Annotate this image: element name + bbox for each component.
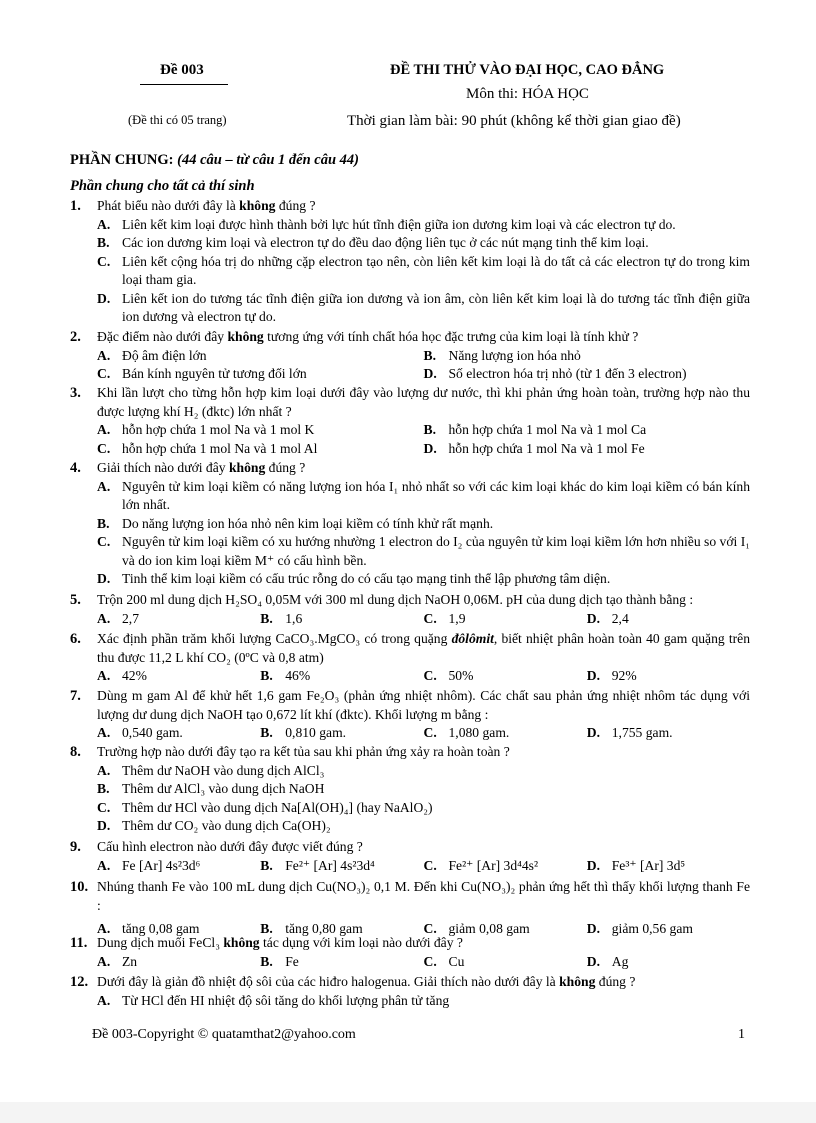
exam-title: ĐỀ THI THỬ VÀO ĐẠI HỌC, CAO ĐẲNG [390,62,665,78]
option-b: B. Do năng lượng ion hóa nhỏ nên kim loại kiềm có tính khử rất mạnh. [97,515,494,531]
option-a: A. 0,540 gam. [97,725,183,740]
section-note: (44 câu – từ câu 1 đến câu 44) [177,152,360,168]
question-7: 7. Dùng m gam Al để khử hết 1,6 gam Fe₂O₃ (phản ứng nhiệt nhôm). Các chất sau phản ứng nhiệt nhôm tác dụng với lượng dư dung dịch NaOH tạo 0,672 lít khí (đktc). Khối lượng m bằng : A. 0,540 gam. B. 0,810 gam. C. 1,080 gam. D. 1,755 gam. [70,687,750,743]
emphasis-word: không [228,460,266,475]
option-b: B. Fe²⁺ [Ar] 4s²3d⁴ [260,857,375,873]
question-12: 12. Dưới đây là giản đồ nhiệt độ sôi của các hiđro halogenua. Giải thích nào dưới đây là không đúng ? A. Từ HCl đến HI nhiệt độ sôi tăng do khối lượng phân tử tăng [70,973,750,1010]
option-c: C. 50% [423,668,474,683]
emphasis-word: không [559,974,596,989]
option-c: C. Fe²⁺ [Ar] 3d⁴4s² [423,857,539,873]
option-b: B. 1,6 [260,610,303,626]
option-a: A. tăng 0,08 gam [97,921,200,936]
emphasis-word: không [239,198,276,213]
question-4: 4. Giải thích nào dưới đây không đúng ? A. Nguyên tử kim loại kiềm có năng lượng ion hóa I₁ nhỏ nhất so với các kim loại khác do kim loại kiềm có bán kính lớn nhất. B. Do năng lượng ion hóa nhỏ nên kim loại kiềm có tính khử rất mạnh. C. Nguyên tử kim loại kiềm có xu hướng nhường 1 electron do I₂ của nguyên tử kim loại kiềm lớn hơn nhiều so với I₁ và do ion kim loại kiềm M⁺ có cấu hình bền. D. Tinh thể kim loại kiềm có cấu trúc rỗng do có cấu tạo mạng tinh thể lập phương tâm diện. [70,459,750,589]
question-1 [70,197,750,327]
emphasis-word: không [227,329,264,344]
section-heading [70,152,359,169]
option-d: D. Fe³⁺ [Ar] 3d⁵ [586,857,686,873]
option-a: A. Zn [97,953,138,969]
option-b: B. 46% [260,668,311,683]
option-b: B. Năng lượng ion hóa nhỏ [423,347,581,363]
option-b: B. Fe [260,953,299,969]
section-subtitle: Phần chung cho tất cả thí sinh [70,178,255,194]
option-a: A. Thêm dư NaOH vào dung dịch AlCl₃ [97,762,325,778]
option-c: C. 1,080 gam. [423,725,510,740]
option-d: D. Thêm dư CO₂ vào dung dịch Ca(OH)₂ [97,818,331,833]
option-d: D. giảm 0,56 gam [586,921,693,936]
question-9: 9. Cấu hình electron nào dưới đây được viết đúng ? A. Fe [Ar] 4s²3d⁶ B. Fe²⁺ [Ar] 4s²3d⁴ C. Fe²⁺ [Ar] 3d⁴4s² D. Fe³⁺ [Ar] 3d⁵ [70,838,750,875]
option-b: B. Các ion dương kim loại và electron tự do đều dao động liên tục ở các nút mạng tinh thể kim loại. [97,235,649,250]
option-a: A. 42% [97,668,147,683]
option-a: A. Nguyên tử kim loại kiềm có năng lượng ion hóa I₁ nhỏ nhất so với các kim loại khác do kim loại kiềm có bán kính lớn nhất. [97,478,750,512]
option-a: A. Fe [Ar] 4s²3d⁶ [97,857,201,873]
question-5: 5. Trộn 200 ml dung dịch H₂SO₄ 0,05M với 300 ml dung dịch NaOH 0,06M. pH của dung dịch tạo thành bằng : A. 2,7 B. 1,6 C. 1,9 D. 2,4 [70,591,750,628]
option-d: D. Ag [586,953,629,969]
option-d: D. 2,4 [586,610,629,626]
option-a: A. 2,7 [97,610,139,626]
option-b: B. hỗn hợp chứa 1 mol Na và 1 mol Ca [423,422,647,437]
option-c: C. Bán kính nguyên tử tương đối lớn [97,366,307,381]
option-d: D. hỗn hợp chứa 1 mol Na và 1 mol Fe [423,440,645,456]
page-number: 1 [738,1027,745,1042]
option-a: A. Độ âm điện lớn [97,347,207,363]
question-3: 3. Khi lần lượt cho từng hỗn hợp kim loại dưới đây vào lượng dư nước, thì khi phản ứng hoàn toàn, trường hợp nào thu được lượng khí H₂ (đktc) lớn nhất ? A. hỗn hợp chứa 1 mol Na và 1 mol K B. hỗn hợp chứa 1 mol Na và 1 mol Ca C. hỗn hợp chứa 1 mol Na và 1 mol Al D. hỗn hợp chứa 1 mol Na và 1 mol Fe [70,384,750,458]
option-d: D. 1,755 gam. [586,725,673,740]
exam-code-underline [140,84,228,85]
question-11: 11. Dung dịch muối FeCl₃ không tác dụng với kim loại nào dưới đây ? A. Zn B. Fe C. Cu D. Ag [70,934,750,971]
option-c: C. Nguyên tử kim loại kiềm có xu hướng nhường 1 electron do I₂ của nguyên tử kim loại kiềm lớn hơn nhiều so với I₁ và do ion kim loại kiềm M⁺ có cấu hình bền. [97,534,750,568]
option-a: A. Từ HCl đến HI nhiệt độ sôi tăng do khối lượng phân tử tăng [97,992,450,1008]
question-8: 8. Trường hợp nào dưới đây tạo ra kết tủa sau khi phản ứng xảy ra hoàn toàn ? A. Thêm dư NaOH vào dung dịch AlCl₃ B. Thêm dư AlCl₃ vào dung dịch NaOH C. Thêm dư HCl vào dung dịch Na[Al(OH)₄] (hay NaAlO₂) D. Thêm dư CO₂ vào dung dịch Ca(OH)₂ [70,743,750,836]
question-number: 1. [70,198,81,214]
section-label: PHẦN CHUNG: [70,152,174,168]
option-b: B. 0,810 gam. [260,725,347,740]
question-6: 6. Xác định phần trăm khối lượng CaCO₃.MgCO₃ có trong quặng đôlômit, biết nhiệt phân hoàn toàn 40 gam quặng trên thu được 11,2 L khí CO₂ (0ºC và 0,8 atm) A. 42% B. 46% C. 50% D. 92% [70,630,750,686]
option-c: C. hỗn hợp chứa 1 mol Na và 1 mol Al [97,440,318,456]
exam-time: Thời gian làm bài: 90 phút (không kể thời gian giao đề) [347,113,681,129]
option-c: C. Thêm dư HCl vào dung dịch Na[Al(OH)₄] (hay NaAlO₂) [97,799,433,815]
option-d: D. 92% [586,668,637,683]
option-b: B. tăng 0,80 gam [260,921,363,936]
option-a: A. hỗn hợp chứa 1 mol Na và 1 mol K [97,422,315,437]
exam-subject: Môn thi: HÓA HỌC [466,86,589,102]
option-c: C. giảm 0,08 gam [423,921,530,936]
option-b: B. Thêm dư AlCl₃ vào dung dịch NaOH [97,781,325,796]
emphasis-word: không [223,935,260,950]
page-count-note: (Đề thi có 05 trang) [128,113,227,127]
option-c: C. 1,9 [423,610,466,626]
question-stem: Phát biểu nào dưới đây là không đúng ? [97,198,316,213]
question-10: 10. Nhúng thanh Fe vào 100 mL dung dịch Cu(NO₃)₂ 0,1 M. Đến khi Cu(NO₃)₂ phản ứng hết thì thấy khối lượng thanh Fe : A. tăng 0,08 gam B. tăng 0,80 gam C. giảm 0,08 gam D. giảm 0,56 gam [70,878,750,939]
option-d: D. Liên kết ion do tương tác tĩnh điện giữa ion dương và ion âm, còn liên kết kim loại là do tương tác tĩnh điện giữa ion dương và electron tự do. [97,290,750,324]
question-2: 2. Đặc điểm nào dưới đây không tương ứng với tính chất hóa học đặc trưng của kim loại là tính khử ? A. Độ âm điện lớn B. Năng lượng ion hóa nhỏ C. Bán kính nguyên tử tương đối lớn D. Số electron hóa trị nhỏ (từ 1 đến 3 electron) [70,328,750,384]
footer-copyright: Đề 003-Copyright © quatamthat2@yahoo.com [92,1027,356,1042]
option-d: D. Tinh thể kim loại kiềm có cấu trúc rỗng do có cấu tạo mạng tinh thể lập phương tâm diện. [97,571,611,586]
exam-code: Đề 003 [160,62,204,78]
option-d: D. Số electron hóa trị nhỏ (từ 1 đến 3 electron) [423,366,687,381]
option-c: C. Liên kết cộng hóa trị do những cặp electron tạo nên, còn liên kết kim loại là do tất cả các electron tự do trong kim loại tham gia. [97,253,750,287]
option-a: A. Liên kết kim loại được hình thành bởi lực hút tĩnh điện giữa ion dương kim loại và các electron tự do. [97,216,676,232]
option-c: C. Cu [423,953,465,969]
